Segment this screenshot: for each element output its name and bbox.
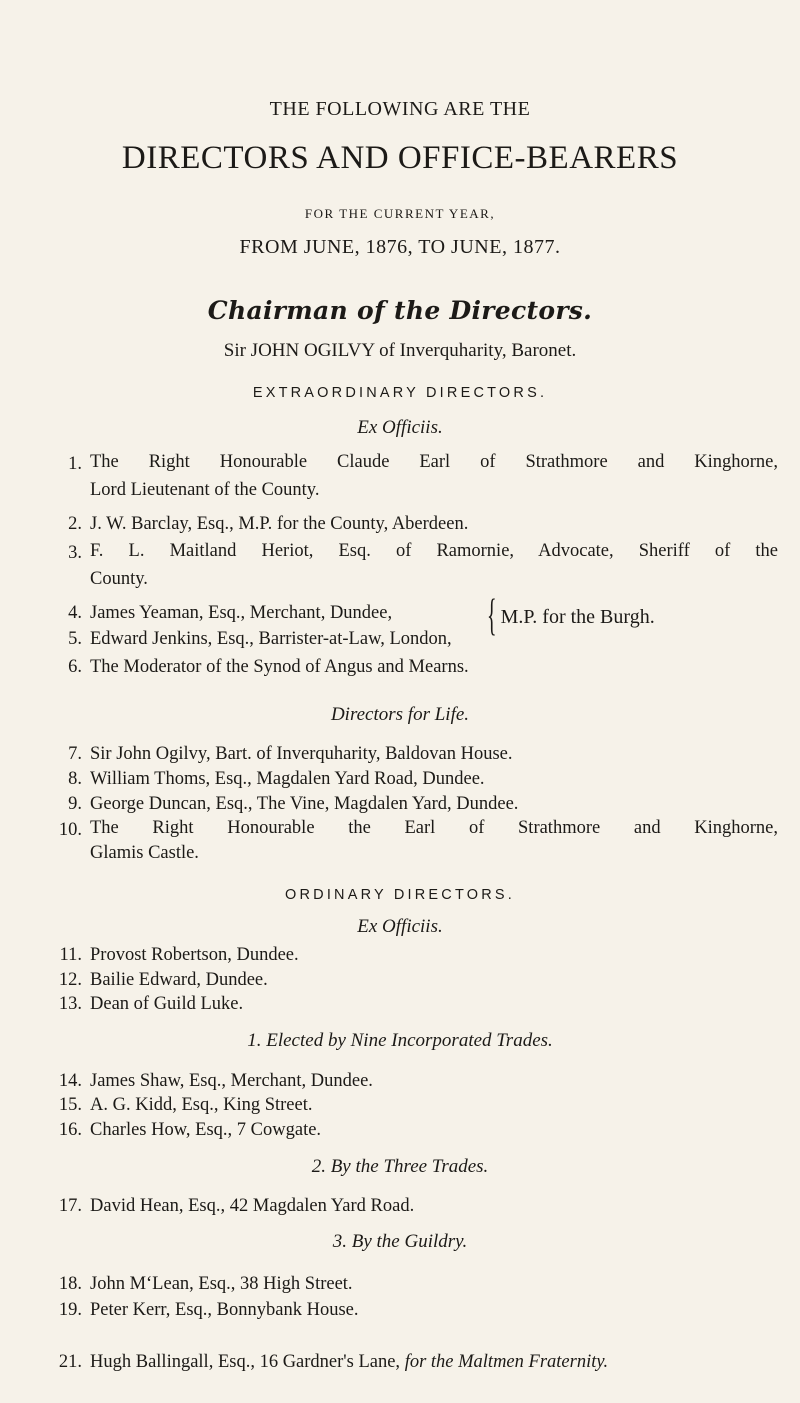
ex-officiis-heading: Ex Officiis.	[357, 417, 443, 438]
list-item-text: A. G. Kidd, Esq., King Street.	[90, 1095, 313, 1115]
brace-glyph: {	[487, 592, 497, 641]
list-item-continuation: County.	[90, 569, 148, 589]
nine-trades-heading: 1. Elected by Nine Incorporated Trades.	[247, 1030, 553, 1051]
list-item-text: David Hean, Esq., 42 Magdalen Yard Road.	[90, 1196, 415, 1216]
intro-heading: THE FOLLOWING ARE THE	[269, 98, 531, 120]
ordinary-ex-officiis-heading: Ex Officiis.	[357, 916, 443, 937]
list-item-text: Dean of Guild Luke.	[90, 994, 244, 1014]
brace-note: { M.P. for the Burgh.	[487, 606, 655, 629]
list-item-text: Edward Jenkins, Esq., Barrister-at-Law, London,	[90, 629, 452, 649]
three-trades-heading: 2. By the Three Trades.	[311, 1156, 489, 1177]
list-item-text: Bailie Edward, Dundee.	[90, 970, 268, 990]
list-item-text: John M‘Lean, Esq., 38 High Street.	[90, 1274, 353, 1294]
list-item-continuation: Lord Lieutenant of the County.	[90, 480, 320, 500]
list-item-text: James Yeaman, Esq., Merchant, Dundee,	[90, 603, 393, 623]
guildry-heading: 3. By the Guildry.	[332, 1231, 468, 1252]
list-item-text: Peter Kerr, Esq., Bonnybank House.	[90, 1300, 359, 1320]
period-subheading: FROM JUNE, 1876, TO JUNE, 1877.	[239, 236, 561, 258]
list-item-text: William Thoms, Esq., Magdalen Yard Road, Dundee.	[90, 769, 485, 789]
chairman-name: Sir JOHN OGILVY of Inverquharity, Baronet.	[223, 340, 577, 361]
page-title: DIRECTORS AND OFFICE-BEARERS	[121, 140, 679, 176]
list-item-continuation: Glamis Castle.	[90, 843, 199, 863]
list-item-text: F. L. Maitland Heriot, Esq. of Ramornie, Advocate, Sheriff of the	[90, 541, 778, 561]
list-item-text: Sir John Ogilvy, Bart. of Inverquharity, Baldovan House.	[90, 744, 513, 764]
list-item-text: Charles How, Esq., 7 Cowgate.	[90, 1120, 322, 1140]
directors-for-life-heading: Directors for Life.	[330, 704, 470, 725]
list-item-text: The Right Honourable the Earl of Strathmore and Kinghorne,	[90, 818, 778, 838]
list-item-text: Hugh Ballingall, Esq., 16 Gardner's Lane, for the Maltmen Fraternity.	[90, 1352, 609, 1372]
list-item-text: J. W. Barclay, Esq., M.P. for the County, Aberdeen.	[90, 514, 469, 534]
ordinary-directors-heading: ORDINARY DIRECTORS.	[285, 887, 515, 903]
list-item-italic-note: for the Maltmen Fraternity.	[404, 1352, 609, 1372]
list-item-text: The Right Honourable Claude Earl of Strathmore and Kinghorne,	[90, 452, 778, 472]
chairman-heading: Chairman of the Directors.	[207, 296, 593, 325]
list-item-text: Provost Robertson, Dundee.	[90, 945, 299, 965]
list-item-text: James Shaw, Esq., Merchant, Dundee.	[90, 1071, 373, 1091]
document-page: THE FOLLOWING ARE THE DIRECTORS AND OFFICE-BEARERS FOR THE CURRENT YEAR, FROM JUNE, 1876, TO JUNE, 1877. Chairman of the Directors. Sir JOHN OGILVY of Inverquharity, Baronet. EXTRAORDINARY DIRECTORS. Ex Officiis. 1. The Right Honourable Claude Earl of Strathmore and Kinghorne, Lord Lieutenant of the County. 2. J. W. Barclay, Esq., M.P. for the County, Aberdeen. 3. F. L. Maitland Heriot, Esq. of Ramornie, Advocate, Sheriff of the County. 4. James Yeaman, Esq., Merchant, Dundee, 5. Edward Jenkins, Esq., Barrister-at-Law, London, { M.P. for the Burgh. 6. The Moderator of the Synod of Angus and Mearns. Directors for Life. 7. Sir John Ogilvy, Bart. of Inverquharity, Baldovan House. 8. William Thoms, Esq., Magdalen Yard Road, Dundee. 9. George Duncan, Esq., The Vine, Magdalen Yard, Dundee. 10. The Right Honourable the Earl of Strathmore and Kinghorne, Glamis Castle. ORDINARY DIRECTORS. Ex Officiis. 11. Provost Robertson, Dundee. 12. Bailie Edward, Dundee. 13. Dean of Guild Luke. 1. Elected by Nine Incorporated Trades. 14. James Shaw, Esq., Merchant, Dundee. 15. A. G. Kidd, Esq., King Street. 16. Charles How, Esq., 7 Cowgate. 2. By the Three Trades. 17. David Hean, Esq., 42 Magdalen Yard Road. 3. By the Guildry. 18. John M‘Lean, Esq., 38 High Street. 19. Peter Kerr, Esq., Bonnybank House. 21. Hugh Ballingall, Esq., 16 Gardner's Lane, for the Maltmen Fraternity.	[0, 0, 800, 1403]
extraordinary-directors-heading: EXTRAORDINARY DIRECTORS.	[252, 385, 548, 401]
list-item-text: George Duncan, Esq., The Vine, Magdalen Yard, Dundee.	[90, 794, 519, 814]
list-item-text: The Moderator of the Synod of Angus and Mearns.	[90, 657, 469, 677]
for-year-subheading: FOR THE CURRENT YEAR,	[304, 206, 496, 221]
